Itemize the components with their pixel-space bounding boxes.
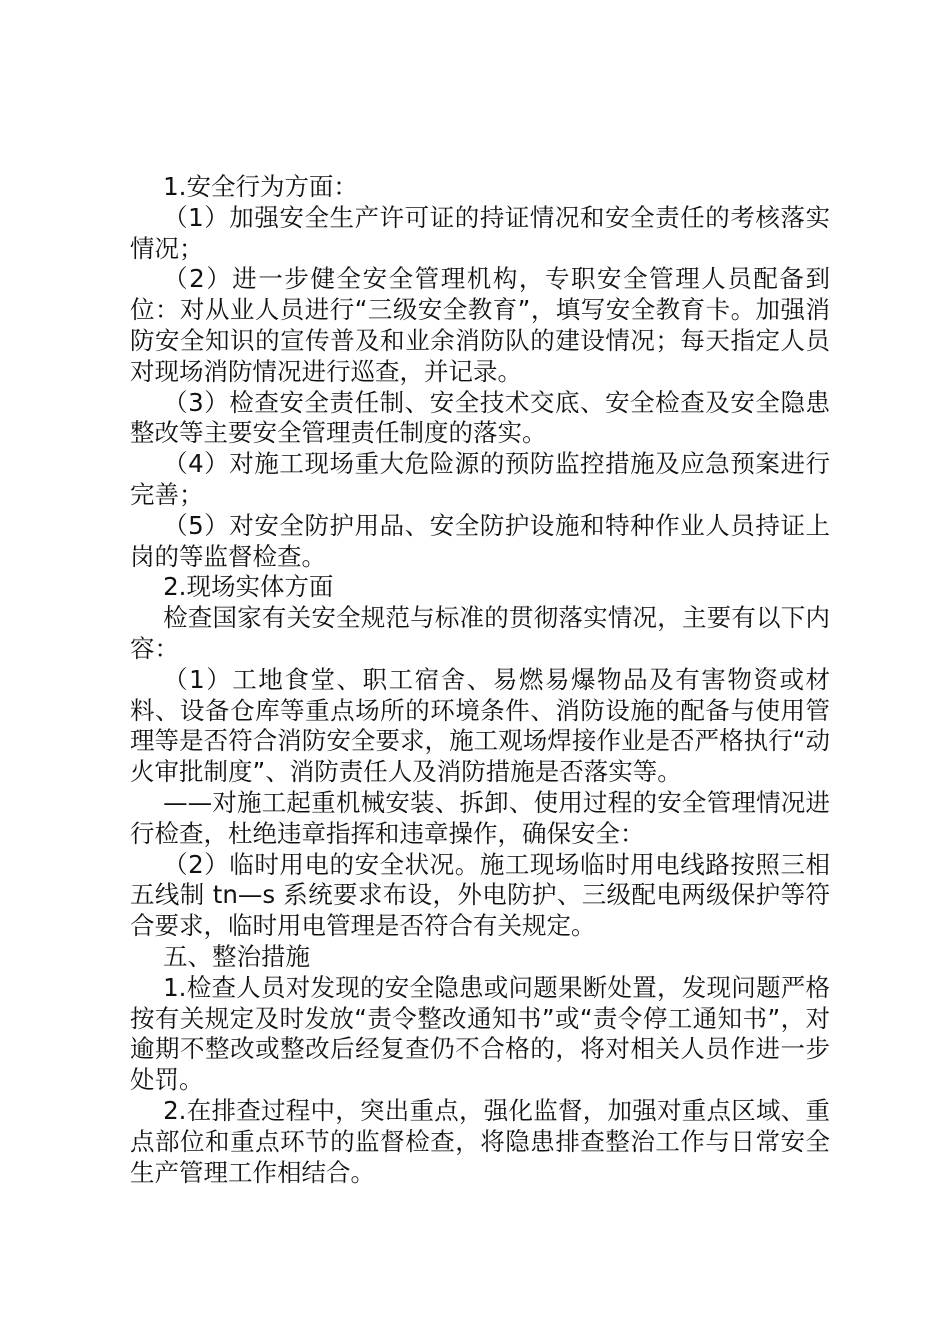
document-body [130, 172, 830, 1188]
section-heading-site-entity: 2.现场实体方面 [163, 572, 334, 602]
paragraph: （5）对安全防护用品、安全防护设施和特种作业人员持证上岗的等监督检查。 [130, 510, 830, 571]
paragraph: （2）临时用电的安全状况。施工现场临时用电线路按照三相五线制 tn—s 系统要求布设，外电防护、三级配电两级保护等符合要求，临时用电管理是否符合有关规定。 [130, 849, 830, 941]
paragraph: 检查国家有关安全规范与标准的贯彻落实情况，主要有以下内容： [130, 603, 830, 663]
section-heading-remediation: 五、整治措施 [163, 941, 311, 971]
paragraph: （4）对施工现场重大危险源的预防监控措施及应急预案进行完善； [130, 449, 830, 509]
paragraph: ——对施工起重机械安装、拆卸、使用过程的安全管理情况进行检查，杜绝违章指挥和违章操作，确保安全： [130, 787, 830, 848]
paragraph: （1）工地食堂、职工宿舍、易燃易爆物品及有害物资或材料、设备仓库等重点场所的环境条件、消防设施的配备与使用管理等是否符合消防安全要求，施工观场焊接作业是否严格执行“动火审批制度”、消防责任人及消防措施是否落实等。 [130, 664, 830, 787]
section-heading-safety-behavior: 1.安全行为方面： [163, 172, 358, 201]
paragraph: （2）进一步健全安全管理机构，专职安全管理人员配备到位：对从业人员进行“三级安全教育”，填写安全教育卡。加强消防安全知识的宣传普及和业余消防队的建设情况；每天指定人员对现场消防情况进行巡查，并记录。 [130, 264, 830, 386]
paragraph: （1）加强安全生产许可证的持证情况和安全责任的考核落实情况； [130, 202, 830, 263]
paragraph: （3）检查安全责任制、安全技术交底、安全检查及安全隐患整改等主要安全管理责任制度的落实。 [130, 387, 830, 448]
paragraph: 2.在排查过程中，突出重点，强化监督，加强对重点区域、重点部位和重点环节的监督检查，将隐患排查整治工作与日常安全生产管理工作相结合。 [130, 1095, 830, 1187]
paragraph: 1.检查人员对发现的安全隐患或问题果断处置，发现问题严格按有关规定及时发放“责令整改通知书”或“责令停工通知书”，对逾期不整改或整改后经复查仍不合格的，将对相关人员作进一步处罚。 [130, 972, 830, 1095]
